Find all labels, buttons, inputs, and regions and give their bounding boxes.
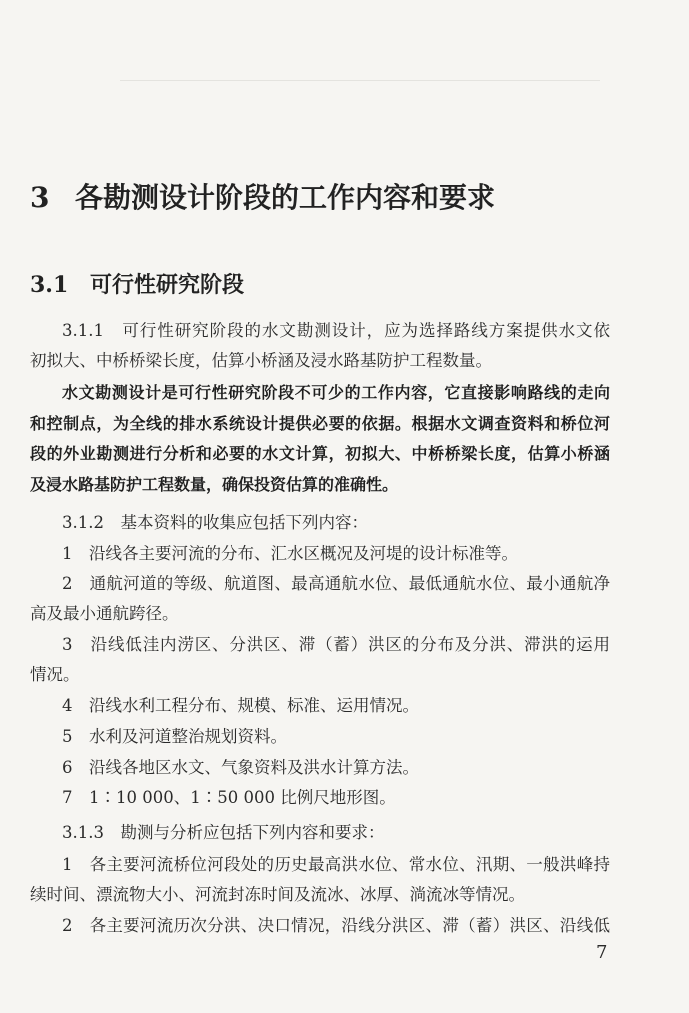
commentary-line: 及浸水路基防护工程数量，确保投资估算的准确性。 <box>30 475 399 494</box>
clause-3-1-1: 3.1.1 可行性研究阶段的水文勘测设计，应为选择路线方案提供水文依 <box>62 321 610 340</box>
list-item: 1 沿线各主要河流的分布、汇水区概况及河堤的设计标准等。 <box>62 544 518 563</box>
commentary-line: 和控制点，为全线的排水系统设计提供必要的依据。根据水文调查资料和桥位河 <box>30 414 610 433</box>
list-item-cont: 情况。 <box>30 665 80 684</box>
section-heading <box>30 268 244 299</box>
list-item: 2 各主要河流历次分洪、决口情况，沿线分洪区、滞（蓄）洪区、沿线低 <box>62 916 610 935</box>
commentary-line: 水文勘测设计是可行性研究阶段不可少的工作内容，它直接影响路线的走向 <box>62 383 610 402</box>
commentary-line: 段的外业勘测进行分析和必要的水文计算，初拟大、中桥桥梁长度，估算小桥涵 <box>30 444 610 463</box>
list-item: 7 1∶10 000、1∶50 000 比例尺地形图。 <box>62 788 396 807</box>
clause-3-1-3: 3.1.3 勘测与分析应包括下列内容和要求： <box>62 823 385 842</box>
list-item-cont: 续时间、漂流物大小、河流封冻时间及流冰、冰厚、淌流冰等情况。 <box>30 885 525 904</box>
list-item: 5 水利及河道整治规划资料。 <box>62 727 287 746</box>
chapter-title: 各勘测设计阶段的工作内容和要求 <box>75 181 496 214</box>
header-bleed-through <box>120 70 600 81</box>
list-item-cont: 高及最小通航跨径。 <box>30 604 179 623</box>
list-item: 4 沿线水利工程分布、规模、标准、运用情况。 <box>62 696 419 715</box>
clause-3-1-1-cont: 初拟大、中桥桥梁长度，估算小桥涵及浸水路基防护工程数量。 <box>30 351 492 370</box>
section-title: 可行性研究阶段 <box>90 272 245 298</box>
page-number: 7 <box>596 942 608 963</box>
list-item: 3 沿线低洼内涝区、分洪区、滞（蓄）洪区的分布及分洪、滞洪的运用 <box>62 635 610 654</box>
section-number: 3.1 <box>30 272 69 298</box>
chapter-heading <box>30 176 495 216</box>
list-item: 2 通航河道的等级、航道图、最高通航水位、最低通航水位、最小通航净 <box>62 574 610 593</box>
clause-3-1-2: 3.1.2 基本资料的收集应包括下列内容： <box>62 513 368 532</box>
list-item: 6 沿线各地区水文、气象资料及洪水计算方法。 <box>62 758 419 777</box>
list-item: 1 各主要河流桥位河段处的历史最高洪水位、常水位、汛期、一般洪峰持 <box>62 855 610 874</box>
chapter-number: 3 <box>30 181 50 214</box>
